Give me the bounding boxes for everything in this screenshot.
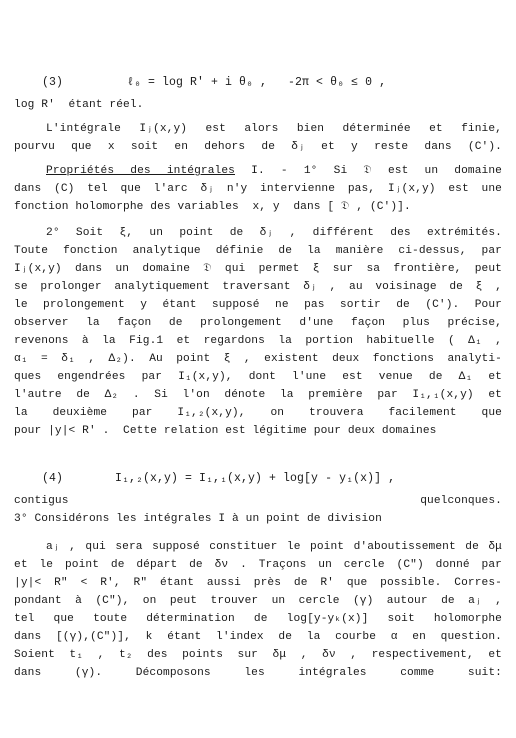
paragraph-line: Iⱼ(x,y) dans un domaine 𝔇 qui permet ξ sur sa frontière, peut <box>14 263 502 275</box>
paragraph-line: dans (C) tel que l'arc δⱼ n'y intervienne pas, Iⱼ(x,y) est une <box>14 183 502 195</box>
paragraph-line: |y|< R" < R', R" étant aussi près de R' que possible. Corres- <box>14 577 502 589</box>
paragraph-line: tel que toute détermination de log[y-yₖ(x)] soit holomorphe <box>14 613 502 625</box>
paragraph-line: dans (γ). Décomposons les intégrales comme suit: <box>14 667 502 679</box>
paragraph-line: l'autre de Δ₂ . Si l'on dénote la première par I₁,₁(x,y) et <box>14 389 502 401</box>
paragraph-line: 3° Considérons les intégrales I à un point de division <box>14 513 382 525</box>
paragraph-line: revenons à la Fig.1 et regardons la portion habituelle ( Δ₁ , <box>14 335 502 347</box>
paragraph-line: pour |y|< R' . Cette relation est légitime pour deux domaines <box>14 425 437 437</box>
paragraph-line: fonction holomorphe des variables x, y dans [ 𝔇 , (C')]. <box>14 201 411 213</box>
paragraph-line: aⱼ , qui sera supposé constituer le point d'aboutissement de δμ <box>46 541 502 553</box>
paragraph-line: pourvu que x soit en dehors de δⱼ et y reste dans (C'). <box>14 141 502 153</box>
equation-4-formula: I₁,₂(x,y) = I₁,₁(x,y) + log[y - y₁(x)] , <box>115 472 396 485</box>
paragraph-line: ques engendrées par I₁(x,y), dont l'une est venue de Δ₁ et <box>14 371 502 383</box>
paragraph-line: L'intégrale Iⱼ(x,y) est alors bien déterminée et finie, <box>46 123 502 135</box>
equation-3-formula: ℓ₀ = log R' + i θ₀ , -2π < θ₀ ≤ 0 , <box>127 76 387 89</box>
equation-4-number: (4) <box>42 472 64 485</box>
paragraph-line: se prolonger analytiquement traversant δⱼ , au voisinage de ξ , <box>14 281 502 293</box>
paragraph-line: la deuxième par I₁,₂(x,y), on trouvera facilement que <box>14 407 502 419</box>
paragraph-line: pondant à (C"), on peut trouver un cercle (γ) autour de aⱼ , <box>14 595 502 607</box>
paragraph-line: 2° Soit ξ, un point de δⱼ , différent des extrémités. <box>46 227 502 239</box>
section-properties-line: Propriétés des intégrales I. - 1° Si 𝔇 est un domaine <box>46 165 502 177</box>
paragraph-line: α₁ = δ₁ , Δ₂). Au point ξ , existent deux fonctions analyti- <box>14 353 502 365</box>
paragraph-line: log R' étant réel. <box>14 99 144 111</box>
paragraph-line: et le point de départ de δν . Traçons un cercle (C") donné par <box>14 559 502 571</box>
paragraph-line: Soient t₁ , t₂ des points sur δμ , δν , respectivement, et <box>14 649 502 661</box>
paragraph-line: dans [(γ),(C")], k étant l'index de la courbe α en question. <box>14 631 502 643</box>
equation-3-number: (3) <box>42 76 64 89</box>
paragraph-line: observer la façon de prolongement d'une façon plus précise, <box>14 317 502 329</box>
paragraph-line: Toute fonction analytique définie de la manière ci-dessus, par <box>14 245 502 257</box>
paragraph-line: le prolongement y étant supposé ne pas sortir de (C'). Pour <box>14 299 502 311</box>
paragraph-line: contigus quelconques. <box>14 495 502 507</box>
section-heading: Propriétés des intégrales <box>46 165 235 177</box>
